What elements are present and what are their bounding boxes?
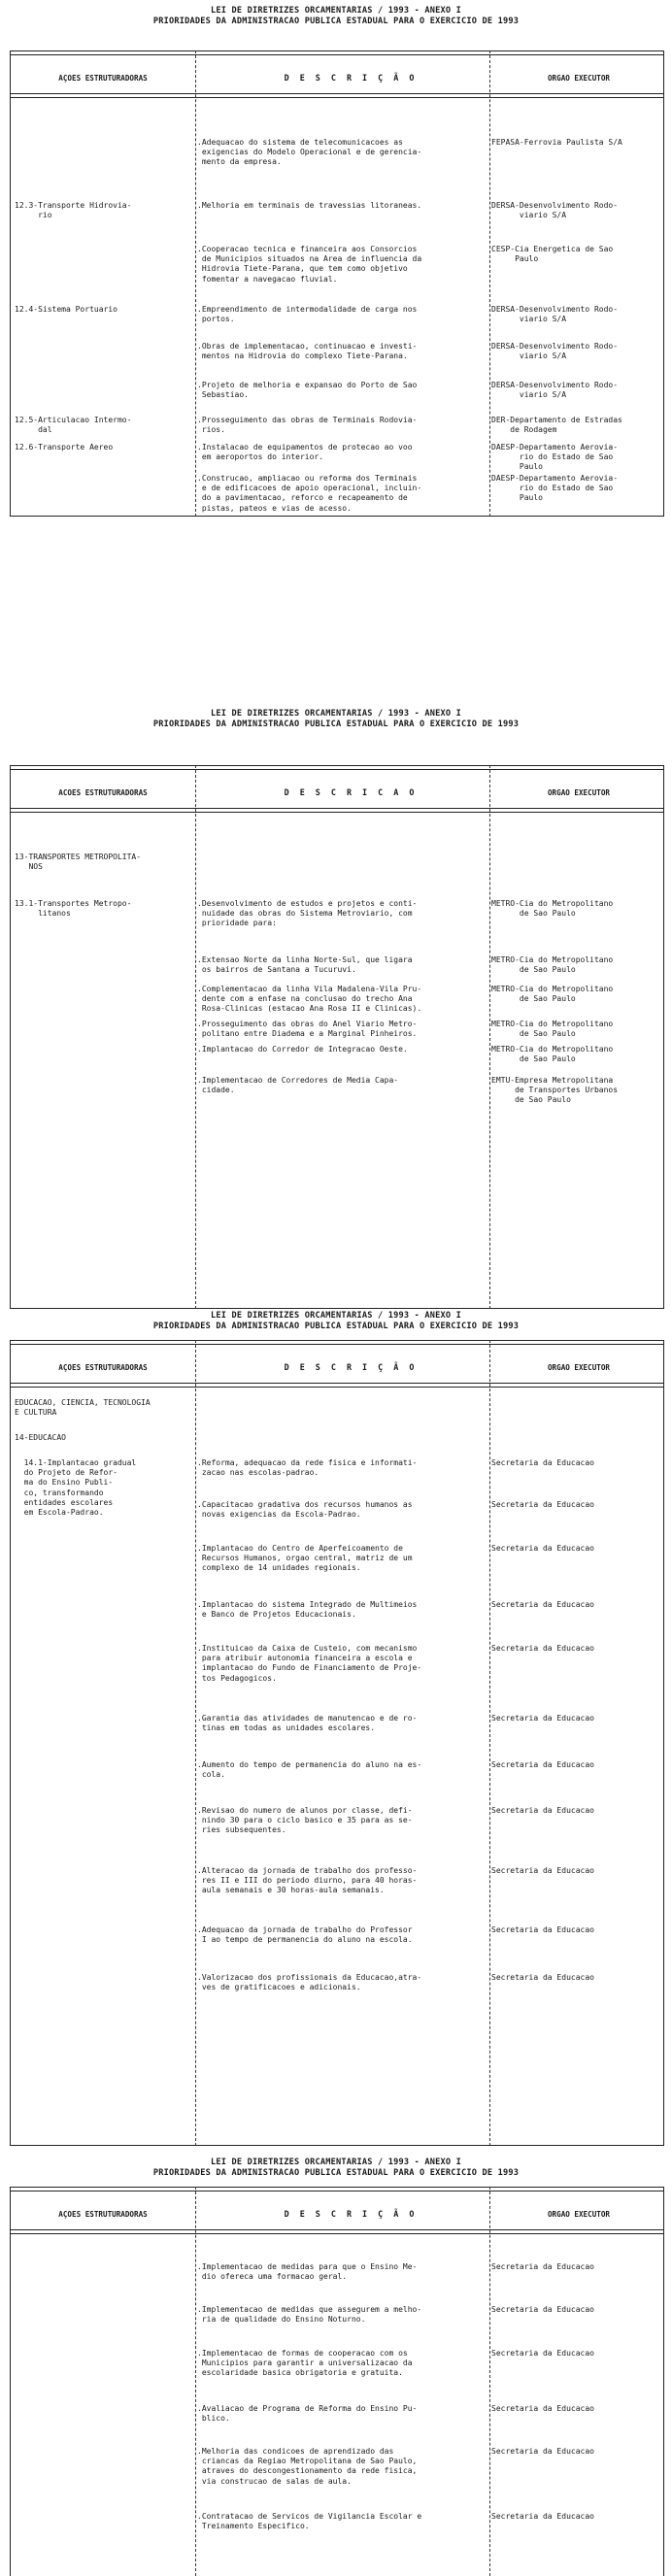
descricao-cell: .Alteracao da jornada de trabalho dos professo- res II e III do periodo diurno, para 40 horas- aula semanais e 30 horas-aula semanais. — [197, 1866, 418, 1895]
orgao-cell: CESP-Cia Energetica de Sao Paulo — [491, 245, 614, 264]
title-line-2: PRIORIDADES DA ADMINISTRACAO PUBLICA ESTADUAL PARA O EXERCICIO DE 1993 — [152, 17, 520, 26]
title-line-2: PRIORIDADES DA ADMINISTRACAO PUBLICA ESTADUAL PARA O EXERCICIO DE 1993 — [152, 719, 520, 729]
title-line-1: LEI DE DIRETRIZES ORCAMENTARIAS / 1993 - ANEXO I — [211, 709, 461, 719]
column-header-orgao: ORGAO EXECUTOR — [547, 1363, 610, 1372]
orgao-cell: DERSA-Desenvolvimento Rodo- viario S/A — [491, 201, 619, 220]
descricao-cell: .Adequacao da jornada de trabalho do Professor I ao tempo de permanencia do aluno na escola. — [197, 1925, 413, 1945]
orgao-cell: DER-Departamento de Estradas de Rodagem — [491, 416, 622, 435]
descricao-cell: .Implementacao de Corredores de Media Capa- cidade. — [197, 1076, 399, 1095]
column-header-acoes: ACOES ESTRUTURADORAS — [58, 788, 148, 797]
acao-cell: 12.6-Transporte Aereo — [15, 443, 114, 452]
descricao-cell: .Projeto de melhoria e expansao do Porto de Sao Sebastiao. — [197, 381, 418, 400]
descricao-cell: .Melhoria das condicoes de aprendizado das criancas da Regiao Metropolitana de Sao Paulo, atraves do descongestionamento da rede fisica, via construcao de salas de aula. — [197, 2447, 418, 2486]
orgao-cell: Secretaria da Educacao — [491, 2262, 594, 2271]
orgao-cell: METRO-Cia do Metropolitano de Sao Paulo — [491, 985, 614, 1004]
column-header-descricao: D E S C R I Ç Ã O — [284, 1362, 418, 1372]
orgao-cell: Secretaria da Educacao — [491, 1544, 594, 1553]
title-line-1: LEI DE DIRETRIZES ORCAMENTARIAS / 1993 - ANEXO I — [211, 2158, 461, 2167]
column-header-orgao: ORGAO EXECUTOR — [547, 2210, 610, 2219]
descricao-cell: .Implementacao de medidas para que o Ensino Me- dio ofereca uma formacao geral. — [197, 2262, 418, 2282]
descricao-cell: .Extensao Norte da linha Norte-Sul, que ligara os bairros de Santana a Tucuruvi. — [197, 955, 413, 975]
descricao-cell: .Obras de implementacao, continuacao e investi- mentos na Hidrovia do complexo Tiete-Parana. — [197, 342, 418, 361]
document-title — [0, 709, 672, 730]
orgao-cell: Secretaria da Educacao — [491, 1866, 594, 1875]
descricao-cell: .Reforma, adequacao da rede fisica e informati- zacao nas escolas-padrao. — [197, 1458, 418, 1478]
priorities-table — [10, 50, 664, 517]
title-line-1: LEI DE DIRETRIZES ORCAMENTARIAS / 1993 - ANEXO I — [211, 1311, 461, 1321]
title-line-2: PRIORIDADES DA ADMINISTRACAO PUBLICA ESTADUAL PARA O EXERCICIO DE 1993 — [152, 2168, 520, 2178]
descricao-cell: .Valorizacao dos profissionais da Educacao,atra- ves de gratificacoes e adicionais. — [197, 1973, 422, 1992]
descricao-cell: .Implementacao de formas de cooperacao com os Municipios para garantir a universalizacao da escolaridade basica obrigatoria e gratuita. — [197, 2349, 413, 2378]
acao-cell: 13.1-Transportes Metropo- litanos — [15, 899, 132, 919]
descricao-cell: .Desenvolvimento de estudos e projetos e conti- nuidade das obras do Sistema Metroviario, com prioridade para: — [197, 899, 418, 928]
column-header-descricao: D E S C R I Ç Ã O — [284, 73, 418, 83]
page-1 — [0, 0, 672, 524]
descricao-cell: .Prosseguimento das obras do Anel Viario Metro- politano entre Diadema e a Marginal Pinheiros. — [197, 1020, 418, 1039]
descricao-cell: .Complementacao da linha Vila Madalena-Vila Pru- dente com a enfase na conclusao do trecho Ana Rosa-Clinicas (estacao Ana Rosa II e Clinicas). — [197, 985, 422, 1014]
acao-cell: 12.5-Articulacao Intermo- dal — [15, 416, 132, 435]
priorities-table — [10, 765, 664, 1309]
title-line-1: LEI DE DIRETRIZES ORCAMENTARIAS / 1993 - ANEXO I — [211, 6, 461, 16]
descricao-cell: .Empreendimento de intermodalidade de carga nos portos. — [197, 305, 418, 324]
orgao-cell: Secretaria da Educacao — [491, 1458, 594, 1467]
orgao-cell: Secretaria da Educacao — [491, 2349, 594, 2358]
column-header-acoes: AÇOES ESTRUTURADORAS — [58, 74, 148, 83]
orgao-cell: Secretaria da Educacao — [491, 1600, 594, 1609]
column-header-acoes: AÇOES ESTRUTURADORAS — [58, 1363, 148, 1372]
orgao-cell: METRO-Cia do Metropolitano de Sao Paulo — [491, 1045, 614, 1064]
descricao-cell: .Implementacao de medidas que assegurem a melho- ria de qualidade do Ensino Noturno. — [197, 2305, 422, 2325]
orgao-cell: Secretaria da Educacao — [491, 1644, 594, 1653]
priorities-table — [10, 2187, 664, 2576]
orgao-cell: Secretaria da Educacao — [491, 2447, 594, 2456]
column-header-orgao: ORGAO EXECUTOR — [547, 788, 610, 797]
descricao-cell: .Aumento do tempo de permanencia do aluno na es- cola. — [197, 1760, 422, 1780]
descricao-cell: .Instalacao de equipamentos de protecao ao voo em aeroportos do interior. — [197, 443, 413, 462]
orgao-cell: EMTU-Empresa Metropolitana de Transportes Urbanos de Sao Paulo — [491, 1076, 619, 1105]
orgao-cell: Secretaria da Educacao — [491, 1714, 594, 1723]
acao-cell: EDUCACAO, CIENCIA, TECNOLOGIA E CULTURA — [15, 1398, 151, 1418]
descricao-cell: .Construcao, ampliacao ou reforma dos Terminais e de edificacoes de apoio operacional, incluin- do a pavimentacao, reforco e recapeamento de pistas, pateos e vias de acesso. — [197, 474, 422, 513]
acao-cell: 13-TRANSPORTES METROPOLITA- NOS — [15, 853, 142, 872]
orgao-cell: DAESP-Departamento Aerovia- rio do Estado de Sao Paulo — [491, 443, 619, 472]
column-header-descricao: D E S C R I Ç Ã O — [284, 2209, 418, 2219]
document-title — [0, 2158, 672, 2179]
acao-cell: 12.3-Transporte Hidrovia- rio — [15, 201, 132, 220]
descricao-cell: .Revisao do numero de alunos por classe, defi- nindo 30 para o ciclo basico e 35 para as se- ries subsequentes. — [197, 1806, 413, 1835]
descricao-cell: .Implantacao do Centro de Aperfeicoamento de Recursos Humanos, orgao central, matriz de um complexo de 14 unidades regionais. — [197, 1544, 413, 1573]
column-header-descricao: D E S C R I C A O — [284, 787, 418, 797]
orgao-cell: METRO-Cia do Metropolitano de Sao Paulo — [491, 899, 614, 919]
descricao-cell: .Adequacao do sistema de telecomunicacoes as exigencias do Modelo Operacional e de gerencia- mento da empresa. — [197, 138, 422, 167]
descricao-cell: .Instituicao da Caixa de Custeio, com mecanismo para atribuir autonomia financeira a escola e implantacao do Fundo de Financiamento de Proje- tos Pedagogicos. — [197, 1644, 422, 1683]
orgao-cell: METRO-Cia do Metropolitano de Sao Paulo — [491, 1020, 614, 1039]
acao-cell: 14-EDUCACAO — [15, 1433, 66, 1442]
orgao-cell: Secretaria da Educacao — [491, 2305, 594, 2314]
orgao-cell: FEPASA-Ferrovia Paulista S/A — [491, 138, 622, 147]
title-line-2: PRIORIDADES DA ADMINISTRACAO PUBLICA ESTADUAL PARA O EXERCICIO DE 1993 — [152, 1321, 520, 1331]
orgao-cell: METRO-Cia do Metropolitano de Sao Paulo — [491, 955, 614, 975]
descricao-cell: .Implantacao do sistema Integrado de Multimeios e Banco de Projetos Educacionais. — [197, 1600, 418, 1620]
page-2 — [0, 709, 672, 1311]
column-header-orgao: ORGAO EXECUTOR — [547, 74, 610, 83]
descricao-cell: .Capacitacao gradativa dos recursos humanos as novas exigencias da Escola-Padrao. — [197, 1500, 413, 1520]
orgao-cell: Secretaria da Educacao — [491, 1973, 594, 1982]
orgao-cell: Secretaria da Educacao — [491, 2404, 594, 2413]
column-header-acoes: AÇOES ESTRUTURADORAS — [58, 2210, 148, 2219]
acao-cell: 12.4-Sistema Portuario — [15, 305, 118, 314]
orgao-cell: Secretaria da Educacao — [491, 1806, 594, 1815]
orgao-cell: DERSA-Desenvolvimento Rodo- viario S/A — [491, 381, 619, 400]
orgao-cell: DAESP-Departamento Aerovia- rio do Estado de Sao Paulo — [491, 474, 619, 503]
document-title — [0, 1311, 672, 1332]
orgao-cell: DERSA-Desenvolvimento Rodo- viario S/A — [491, 305, 619, 324]
descricao-cell: .Melhoria em terminais de travessias litoraneas. — [197, 201, 422, 210]
descricao-cell: .Avaliacao de Programa de Reforma do Ensino Pu- blico. — [197, 2404, 418, 2424]
descricao-cell: .Contratacao de Servicos de Vigilancia Escolar e Treinamento Especifico. — [197, 2512, 422, 2531]
orgao-cell: Secretaria da Educacao — [491, 1760, 594, 1769]
descricao-cell: .Implantacao do Corredor de Integracao Oeste. — [197, 1045, 408, 1054]
descricao-cell: .Cooperacao tecnica e financeira aos Consorcios de Municipios situados na Area de influencia da Hidrovia Tiete-Parana, que tem como objetivo fomentar a navegacao fluvial. — [197, 245, 422, 284]
page-4 — [0, 2158, 672, 2576]
priorities-table — [10, 1340, 664, 2146]
orgao-cell: Secretaria da Educacao — [491, 2512, 594, 2521]
orgao-cell: Secretaria da Educacao — [491, 1500, 594, 1509]
descricao-cell: .Garantia das atividades de manutencao e de ro- tinas em todas as unidades escolares. — [197, 1714, 418, 1733]
acao-cell: 14.1-Implantacao gradual do Projeto de Refor- ma do Ensino Publi- co, transformando entidades escolares em Escola-Padrao. — [23, 1458, 137, 1518]
document-title — [0, 6, 672, 27]
orgao-cell: DERSA-Desenvolvimento Rodo- viario S/A — [491, 342, 619, 361]
page-3 — [0, 1311, 672, 2156]
descricao-cell: .Prosseguimento das obras de Terminais Rodovia- rios. — [197, 416, 418, 435]
orgao-cell: Secretaria da Educacao — [491, 1925, 594, 1934]
